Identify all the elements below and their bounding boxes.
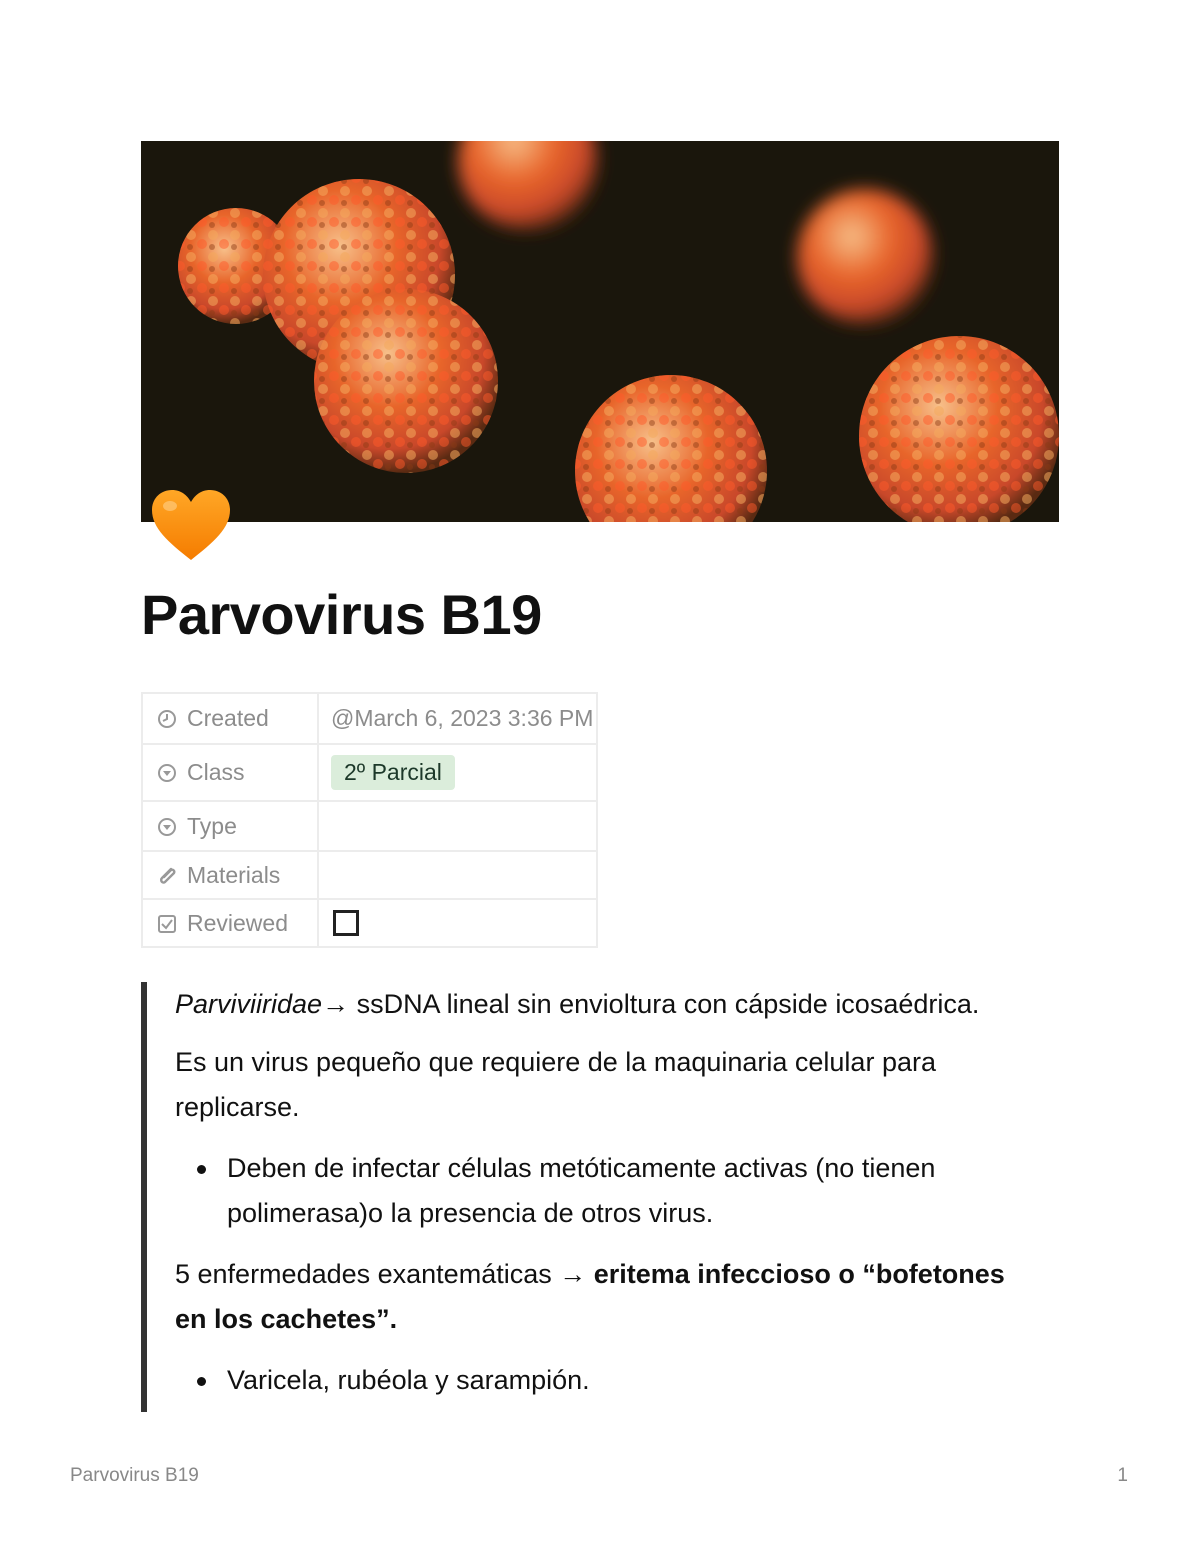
list-item bbox=[227, 1358, 1047, 1403]
property-label: Created bbox=[187, 705, 269, 731]
property-row-created bbox=[142, 693, 597, 744]
paragraph-family bbox=[175, 982, 979, 1027]
property-label: Reviewed bbox=[187, 909, 288, 936]
property-value-created[interactable] bbox=[318, 693, 597, 744]
list-item bbox=[227, 1146, 1047, 1236]
class-tag[interactable]: 2º Parcial bbox=[331, 755, 455, 790]
property-label-type[interactable] bbox=[142, 801, 318, 851]
property-label: Class bbox=[187, 759, 245, 785]
paragraph-description: Es un virus pequeño que requiere de la maquinaria celular para replicarse. bbox=[175, 1047, 936, 1122]
clock-icon bbox=[157, 709, 177, 729]
property-label-created[interactable] bbox=[142, 693, 318, 744]
page-number: 1 bbox=[1117, 1465, 1128, 1486]
attachment-icon bbox=[157, 866, 177, 886]
cover-image bbox=[141, 141, 1059, 522]
property-row-type bbox=[142, 801, 597, 851]
property-value-type[interactable] bbox=[318, 801, 597, 851]
select-icon bbox=[157, 817, 177, 837]
diseases-bold: eritema infeccioso o “bofetones en los cachetes”. bbox=[175, 1259, 1005, 1334]
paragraph-diseases bbox=[175, 1252, 1035, 1342]
property-row-materials bbox=[142, 851, 597, 899]
family-name: Parviviiridae bbox=[175, 989, 323, 1019]
property-row-reviewed bbox=[142, 899, 597, 947]
page-title: Parvovirus B19 bbox=[141, 583, 542, 646]
property-label: Type bbox=[187, 812, 237, 839]
footer-title: Parvovirus B19 bbox=[70, 1465, 199, 1486]
property-label-reviewed[interactable] bbox=[142, 899, 318, 947]
callout-quote bbox=[141, 982, 1071, 1412]
property-label-materials[interactable] bbox=[142, 851, 318, 899]
property-value-class[interactable] bbox=[318, 744, 597, 801]
property-row-class bbox=[142, 744, 597, 801]
orange-heart-icon[interactable] bbox=[148, 486, 234, 564]
reviewed-checkbox[interactable] bbox=[333, 910, 359, 936]
property-value-reviewed[interactable] bbox=[318, 899, 597, 947]
diseases-text: 5 enfermedades exantemáticas → bbox=[175, 1259, 594, 1289]
property-value-materials[interactable] bbox=[318, 851, 597, 899]
checkbox-icon bbox=[157, 914, 177, 934]
list-item-text: Varicela, rubéola y sarampión. bbox=[227, 1365, 590, 1395]
properties-table bbox=[141, 692, 598, 948]
list-item-text: Deben de infectar células metóticamente activas (no tienen polimerasa)o la presencia de otros virus. bbox=[227, 1153, 936, 1228]
family-description: → ssDNA lineal sin envioltura con cápside icosaédrica. bbox=[322, 989, 980, 1019]
property-label: Materials bbox=[187, 861, 281, 888]
bullet-icon bbox=[197, 1377, 206, 1386]
property-label-class[interactable] bbox=[142, 744, 318, 801]
select-icon bbox=[157, 763, 177, 783]
created-date: @March 6, 2023 3:36 PM bbox=[331, 705, 594, 731]
bullet-icon bbox=[197, 1165, 206, 1174]
